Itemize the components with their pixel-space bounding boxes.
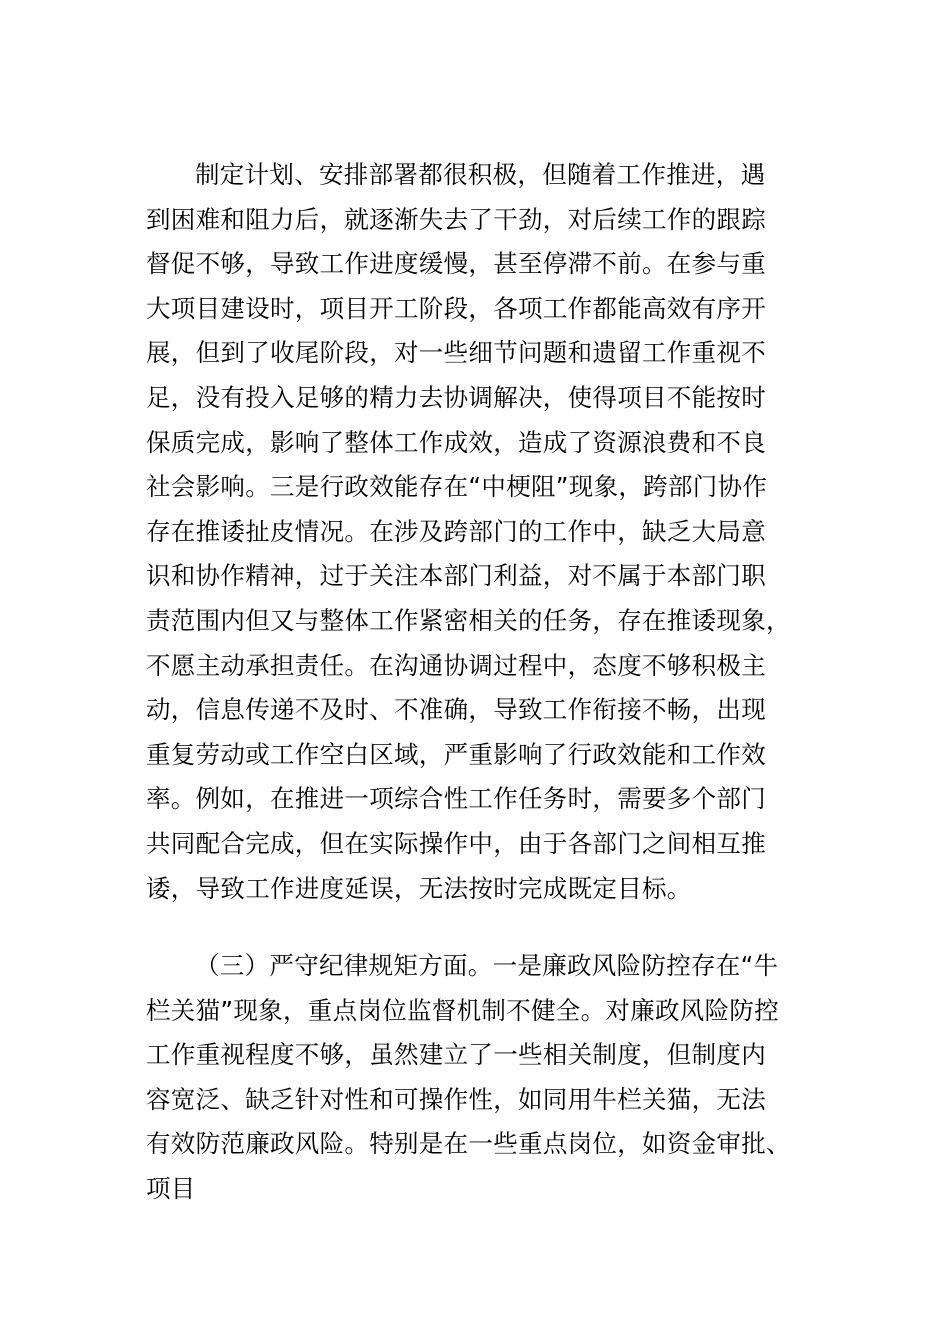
text-line: 栏关猫”现象，重点岗位监督机制不健全。对廉政风险防控 [146, 995, 779, 1025]
text-line: 保质完成，影响了整体工作成效，造成了资源浪费和不良 [146, 427, 766, 457]
text-line: 重复劳动或工作空白区域，严重影响了行政效能和工作效 [146, 739, 766, 769]
paragraph-administrative-efficiency [146, 153, 826, 911]
text-line: 诿，导致工作进度延误，无法按时完成既定目标。 [146, 873, 692, 903]
text-line: 共同配合完成，但在实际操作中，由于各部门之间相互推 [146, 828, 766, 858]
text-line: 工作重视程度不够，虽然建立了一些相关制度，但制度内 [146, 1040, 766, 1070]
text-line: 责范围内但又与整体工作紧密相关的任务，存在推诿现象， [146, 605, 791, 635]
text-line: 社会影响。三是行政效能存在“中梗阻”现象，跨部门协作 [146, 472, 768, 502]
text-line: 不愿主动承担责任。在沟通协调过程中，态度不够积极主 [146, 650, 766, 680]
paragraph-discipline-rules [146, 944, 826, 1212]
text-line: 项目 [146, 1173, 196, 1203]
section-heading-line: （三）严守纪律规矩方面。一是廉政风险防控存在“牛 [195, 951, 779, 980]
text-line: 足，没有投入足够的精力去协调解决，使得项目不能按时 [146, 382, 766, 412]
text-line: 大项目建设时，项目开工阶段，各项工作都能高效有序开 [146, 293, 766, 323]
text-line: 动，信息传递不及时、不准确，导致工作衔接不畅，出现 [146, 695, 766, 725]
text-line: 有效防范廉政风险。特别是在一些重点岗位，如资金审批、 [146, 1129, 791, 1159]
text-line: 制定计划、安排部署都很积极，但随着工作推进，遇 [195, 160, 766, 189]
text-line: 存在推诿扯皮情况。在涉及跨部门的工作中，缺乏大局意 [146, 516, 766, 546]
text-line: 率。例如，在推进一项综合性工作任务时，需要多个部门 [146, 784, 766, 814]
text-line: 督促不够，导致工作进度缓慢，甚至停滞不前。在参与重 [146, 249, 766, 279]
text-line: 识和协作精神，过于关注本部门利益，对不属于本部门职 [146, 561, 766, 591]
text-line: 容宽泛、缺乏针对性和可操作性，如同用牛栏关猫，无法 [146, 1084, 766, 1114]
text-line: 到困难和阻力后，就逐渐失去了干劲，对后续工作的跟踪 [146, 204, 766, 234]
text-line: 展，但到了收尾阶段，对一些细节问题和遗留工作重视不 [146, 338, 766, 368]
